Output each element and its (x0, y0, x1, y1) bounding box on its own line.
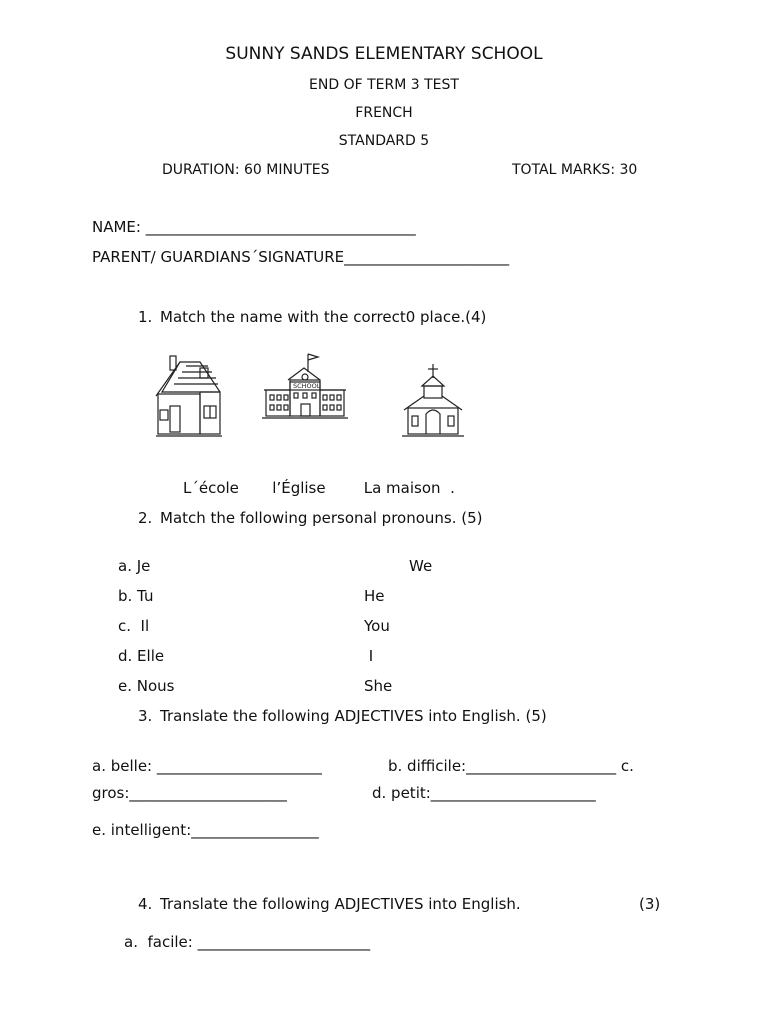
pronoun-right: She (364, 677, 393, 695)
pronoun-right: He (364, 587, 385, 605)
pronoun-left: d. Elle (118, 647, 165, 665)
school-sign: SCHOOL (293, 382, 321, 390)
answer-difficile[interactable]: b. difficile:____________________ c. (388, 757, 634, 775)
house-icon (152, 352, 224, 440)
answer-belle[interactable]: a. belle: ______________________ (92, 757, 322, 775)
name-field[interactable]: NAME: ____________________________________ (92, 218, 416, 236)
signature-field[interactable]: PARENT/ GUARDIANS´SIGNATURE______________________ (92, 248, 510, 266)
standard: STANDARD 5 (338, 133, 430, 149)
answer-intelligent[interactable]: e. intelligent:_________________ (92, 821, 319, 839)
q2-number: 2. (138, 509, 153, 527)
school-name: SUNNY SANDS ELEMENTARY SCHOOL (225, 44, 543, 64)
pronoun-right: We (409, 557, 433, 575)
q4-number: 4. (138, 895, 153, 913)
duration: DURATION: 60 MINUTES (162, 162, 330, 178)
pronoun-left: b. Tu (118, 587, 154, 605)
answer-gros[interactable]: gros:_____________________ (92, 784, 287, 802)
pronoun-right: I (364, 647, 374, 665)
q1-words: L´école l’Église La maison . (183, 479, 455, 497)
q1-text: Match the name with the correct0 place.(4) (160, 308, 487, 326)
q4-text: Translate the following ADJECTIVES into English. (160, 895, 521, 913)
q3-text: Translate the following ADJECTIVES into English. (5) (160, 707, 547, 725)
q4-marks: (3) (639, 895, 661, 913)
test-title: END OF TERM 3 TEST (309, 77, 459, 93)
total-marks: TOTAL MARKS: 30 (512, 162, 638, 178)
q2-text: Match the following personal pronouns. (5) (160, 509, 483, 527)
pronoun-left: a. Je (118, 557, 151, 575)
pronoun-left: c. Il (118, 617, 150, 635)
pronoun-right: You (364, 617, 390, 635)
answer-facile[interactable]: a. facile: _______________________ (124, 933, 371, 951)
answer-petit[interactable]: d. petit:______________________ (372, 784, 596, 802)
pronoun-left: e. Nous (118, 677, 175, 695)
school-icon (260, 350, 348, 440)
subject: FRENCH (355, 105, 413, 121)
q1-number: 1. (138, 308, 153, 326)
church-icon (400, 362, 466, 440)
q3-number: 3. (138, 707, 153, 725)
